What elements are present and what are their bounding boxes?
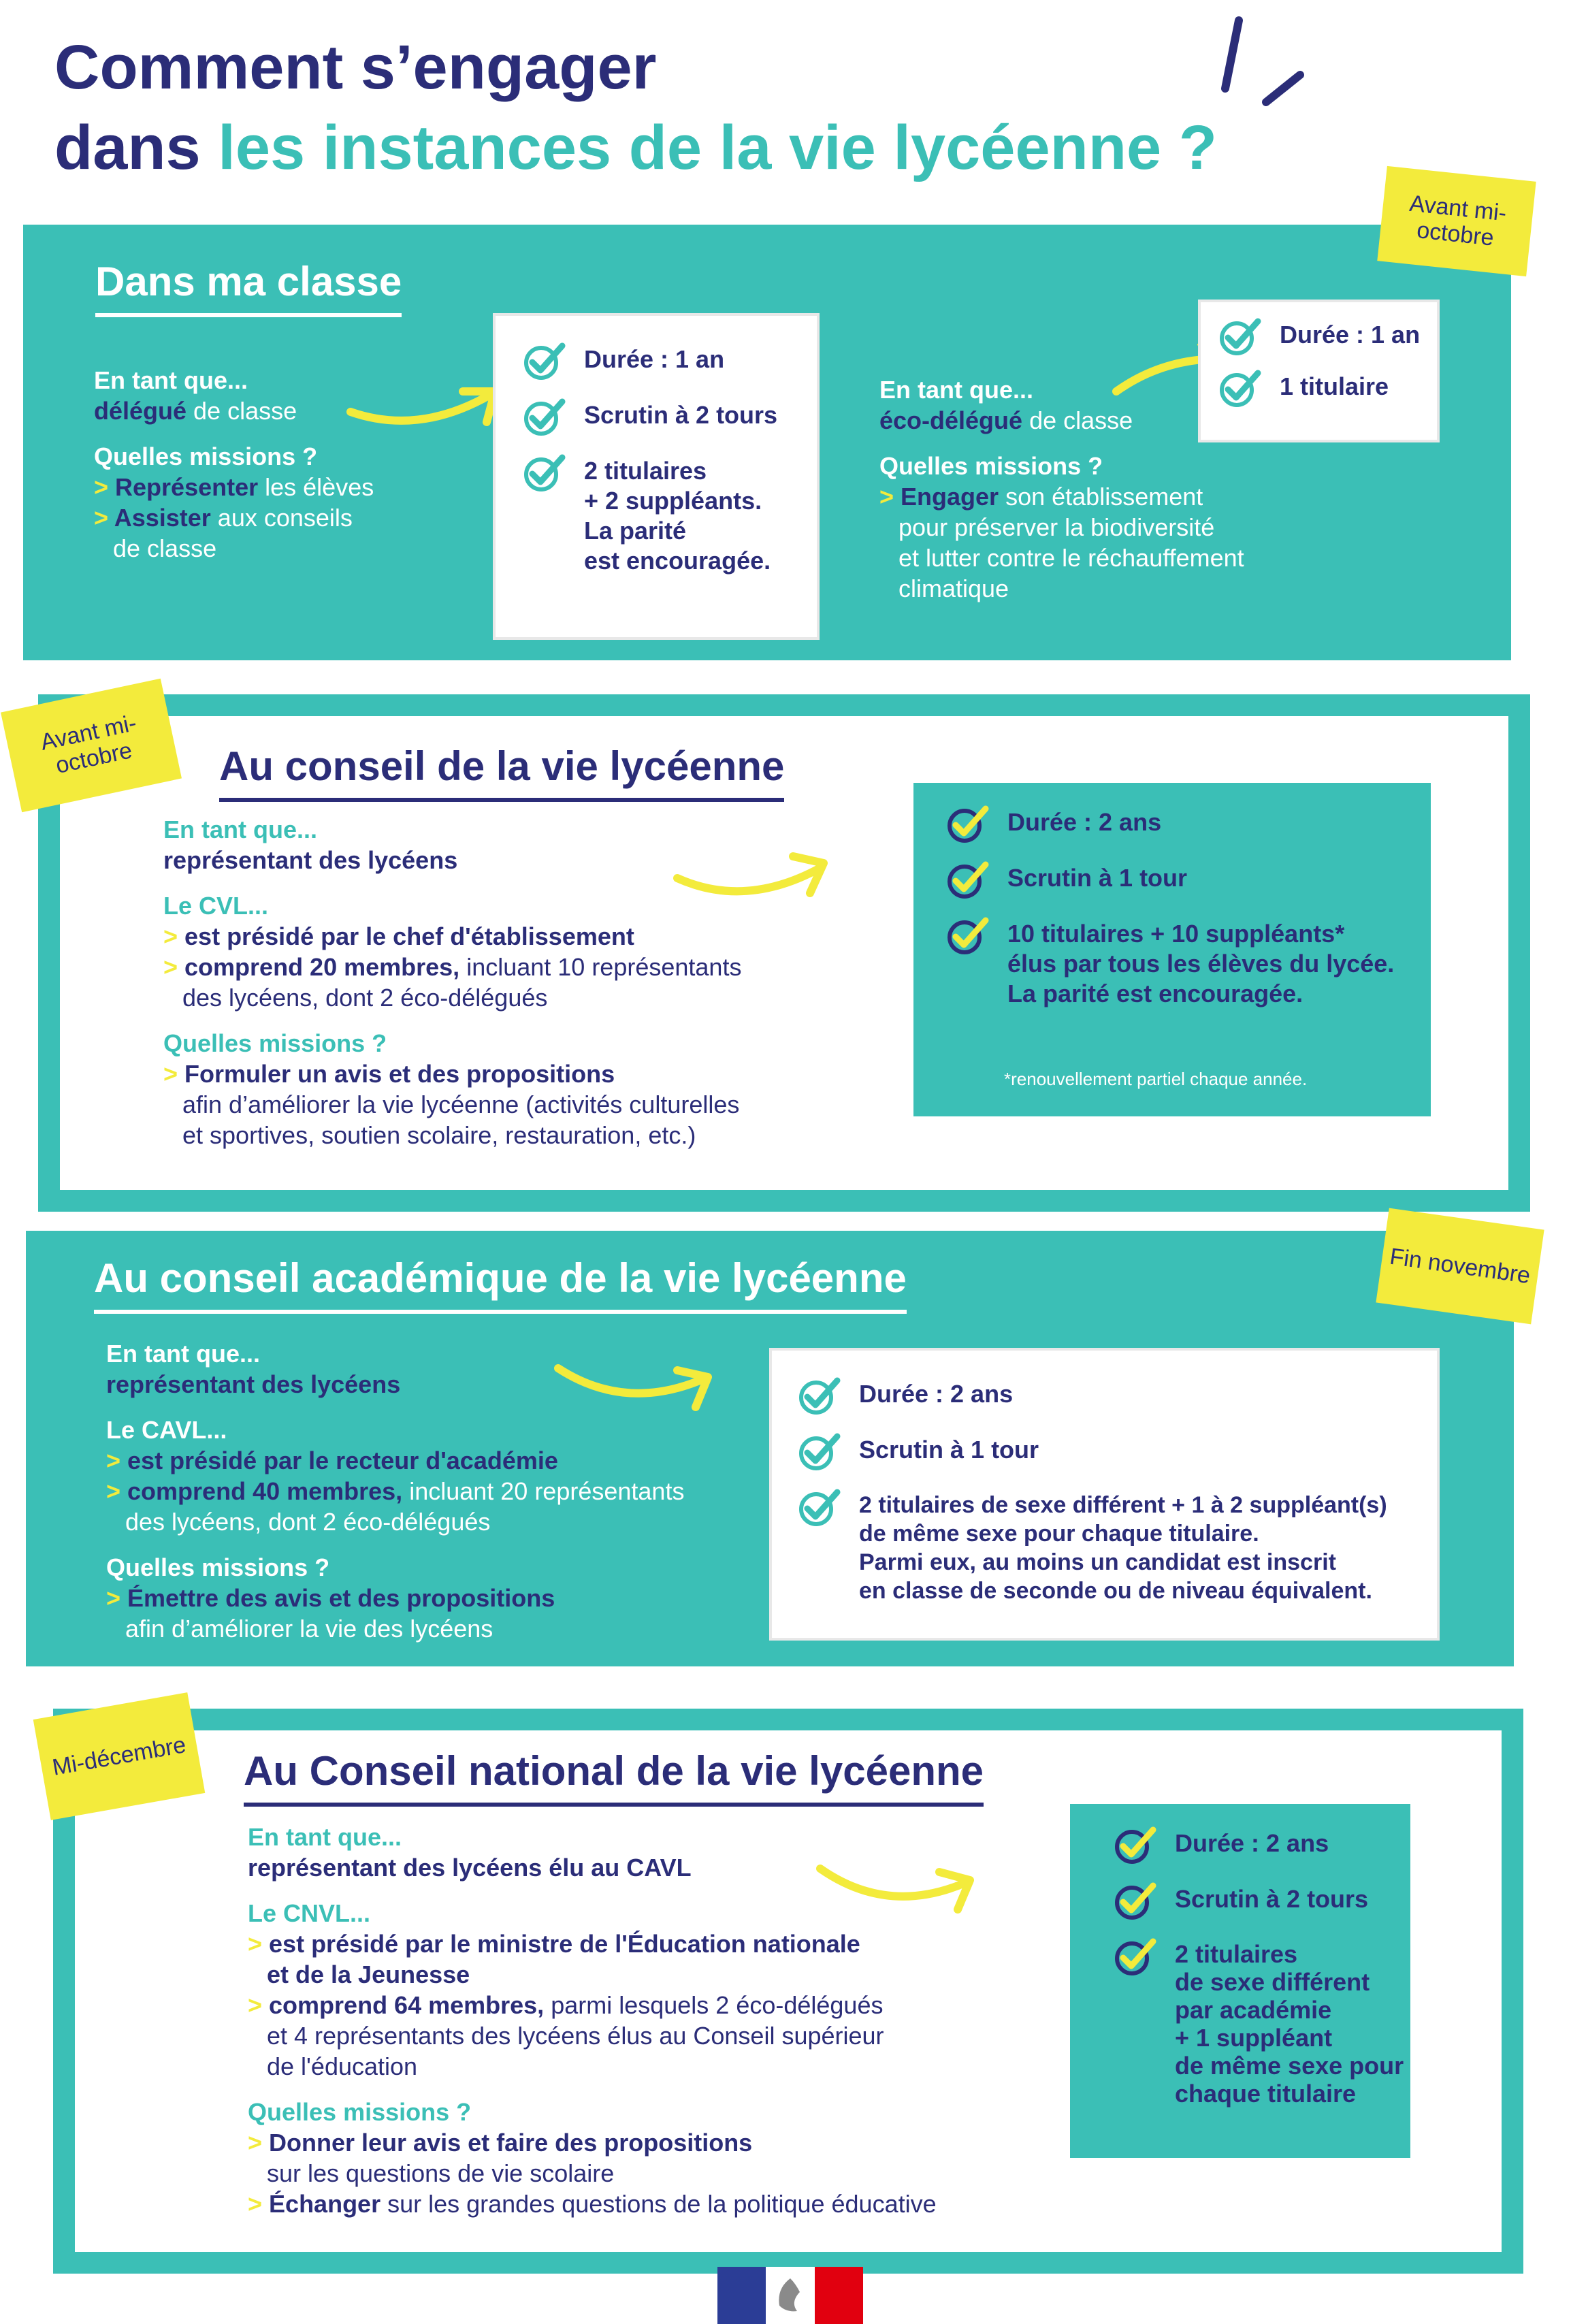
s3-m1-bold: Émettre des avis et des propositions (127, 1584, 555, 1612)
sticky-note-s2: Avant mi-octobre (1, 679, 182, 813)
s3-p1-text: est présidé par le recteur d'académie (127, 1447, 558, 1474)
check-item (1114, 1884, 1406, 1921)
page-title (54, 27, 1217, 188)
s3-p2-rest: incluant 20 représentants (402, 1477, 685, 1505)
check-line: Parmi eux, au moins un candidat est inscrit (859, 1549, 1336, 1575)
check-text: Scrutin à 2 tours (584, 401, 778, 429)
s4-missions-title: Quelles missions ? (248, 2098, 472, 2126)
check-text (859, 1491, 1387, 1605)
s3-m1-line: afin d’améliorer la vie des lycéens (125, 1615, 493, 1643)
s4-en-tant-que: En tant que... (248, 1823, 402, 1851)
arrow-right-icon (344, 371, 514, 446)
arrow-right-icon (813, 1852, 990, 1926)
chevron-right-icon: > (248, 1930, 270, 1958)
s1-eco-m1-line: et lutter contre le réchauffement (898, 544, 1244, 572)
s4-p1-text: est présidé par le ministre de l'Éducation nationale (269, 1930, 860, 1958)
s2-m1-line: afin d’améliorer la vie lycéenne (activités culturelles (182, 1091, 740, 1118)
check-item (1218, 372, 1436, 408)
s1-missions-title: Quelles missions ? (94, 442, 318, 470)
checkmark-icon (523, 340, 566, 381)
s1-m2-bold: Assister (114, 504, 211, 532)
check-text: Durée : 1 an (584, 345, 725, 373)
title-line-1: Comment s’engager (54, 33, 657, 102)
s2-footnote: *renouvellement partiel chaque année. (1004, 1069, 1308, 1089)
checkmark-icon (798, 1375, 841, 1416)
s4-m2-rest: sur les grandes questions de la politique éducative (380, 2190, 937, 2218)
s1-m2-rest: aux conseils (210, 504, 353, 532)
checkmark-icon (946, 915, 990, 956)
logo-blue-band (717, 2267, 766, 2324)
chevron-right-icon: > (163, 953, 185, 981)
check-line: La parité est encouragée. (1007, 980, 1303, 1007)
check-item (798, 1491, 1431, 1605)
s3-en-tant-que: En tant que... (106, 1340, 261, 1368)
decorative-strokes (1198, 14, 1321, 116)
check-text: Durée : 2 ans (859, 1380, 1014, 1408)
checkmark-icon (523, 452, 566, 493)
s4-p2-line: de l'éducation (267, 2052, 418, 2080)
check-item (946, 807, 1423, 844)
check-line: chaque titulaire (1175, 2080, 1357, 2108)
logo-white-band (766, 2267, 814, 2324)
check-item (946, 863, 1423, 900)
check-text: 1 titulaire (1280, 372, 1389, 400)
checkmark-icon (523, 396, 566, 437)
check-line: 2 titulaires de sexe différent + 1 à 2 suppléant(s) (859, 1492, 1387, 1518)
s1-eco-m1-line: pour préserver la biodiversité (898, 513, 1215, 541)
chevron-right-icon: > (106, 1447, 128, 1474)
check-line: 2 titulaires (1175, 1940, 1298, 1968)
title-line-2-a: dans (54, 113, 218, 182)
check-text (1007, 919, 1394, 1009)
s3-p2-line: des lycéens, dont 2 éco-délégués (125, 1508, 491, 1536)
s4-point-2 (248, 1990, 1031, 2020)
s1-delegue-checklist (523, 344, 815, 595)
s4-m1-bold: Donner leur avis et faire des propositions (269, 2129, 753, 2157)
check-line: en classe de seconde ou de niveau équivalent. (859, 1578, 1372, 1604)
section-3-heading: Au conseil académique de la vie lycéenne (94, 1254, 907, 1314)
check-text: Durée : 1 an (1280, 321, 1421, 349)
s3-p2-bold: comprend 40 membres, (127, 1477, 403, 1505)
s1-en-tant-que: En tant que... (94, 366, 248, 394)
check-text: Scrutin à 2 tours (1175, 1885, 1369, 1913)
s2-p2-bold: comprend 20 membres, (184, 953, 460, 981)
checkmark-icon (1218, 368, 1262, 408)
s3-point-2 (106, 1476, 773, 1506)
s4-p1-line: et de la Jeunesse (267, 1960, 470, 1988)
check-line: de même sexe pour chaque titulaire. (859, 1521, 1259, 1547)
check-line: 2 titulaires (584, 457, 707, 485)
check-item (1114, 1940, 1406, 2108)
s4-mission-1 (248, 2127, 1031, 2158)
s2-m1-bold: Formuler un avis et des propositions (184, 1060, 615, 1088)
check-line: par académie (1175, 1996, 1332, 2024)
title-line-2 (54, 108, 1217, 188)
check-text: Scrutin à 1 tour (859, 1436, 1039, 1464)
s3-org: Le CAVL... (106, 1416, 227, 1444)
title-line-2-b: les instances de la vie lycéenne ? (218, 113, 1217, 182)
chevron-right-icon: > (248, 2129, 270, 2157)
arrow-right-icon (670, 830, 847, 912)
checkmark-icon (1114, 1936, 1157, 1977)
check-line: de sexe différent (1175, 1968, 1370, 1996)
s4-point-1 (248, 1928, 1031, 1959)
s2-point-2 (163, 952, 878, 982)
s3-checklist (798, 1379, 1431, 1624)
check-line: de même sexe pour (1175, 2052, 1404, 2080)
s4-m2-bold: Échanger (269, 2190, 381, 2218)
check-item (523, 344, 815, 381)
s4-m1-line: sur les questions de vie scolaire (267, 2159, 615, 2187)
chevron-right-icon: > (248, 1991, 270, 2019)
s1-m1-bold: Représenter (115, 473, 259, 501)
s3-missions-title: Quelles missions ? (106, 1553, 330, 1581)
sticky-note-s4: Mi-décembre (33, 1692, 206, 1820)
check-item (1218, 320, 1436, 357)
s1-eco-m1-line: climatique (898, 575, 1009, 602)
s4-role: représentant des lycéens élu au CAVL (248, 1854, 692, 1882)
s1-mission-2 (94, 502, 434, 533)
s1-eco-mission-1 (879, 481, 1356, 512)
s2-org: Le CVL... (163, 892, 269, 920)
checkmark-icon (798, 1487, 841, 1528)
s1-role-bold: délégué (94, 397, 187, 425)
s2-checklist (946, 807, 1423, 1028)
sticky-note-s1: Avant mi-octobre (1377, 166, 1536, 276)
check-line: 10 titulaires + 10 suppléants* (1007, 920, 1345, 948)
s1-eco-role-rest: de classe (1022, 406, 1133, 434)
checkmark-icon (1114, 1880, 1157, 1921)
chevron-right-icon: > (106, 1477, 128, 1505)
check-text: Durée : 2 ans (1175, 1829, 1329, 1857)
check-item (523, 400, 815, 437)
section-4-heading: Au Conseil national de la vie lycéenne (244, 1747, 984, 1807)
check-item (798, 1435, 1431, 1472)
chevron-right-icon: > (163, 922, 185, 950)
s4-p2-bold: comprend 64 membres, (269, 1991, 545, 2019)
s1-eco-role-bold: éco-délégué (879, 406, 1023, 434)
check-text (1175, 1940, 1404, 2108)
check-line: + 1 suppléant (1175, 2024, 1333, 2052)
check-item (1114, 1828, 1406, 1865)
s2-p2-rest: incluant 10 représentants (459, 953, 742, 981)
s4-p2-line: et 4 représentants des lycéens élus au Conseil supérieur (267, 2022, 884, 2050)
s2-role: représentant des lycéens (163, 846, 458, 874)
s1-eco-checklist (1218, 320, 1436, 427)
check-item (798, 1379, 1431, 1416)
s4-checklist (1114, 1828, 1406, 2127)
s1-m1-rest: les élèves (258, 473, 374, 501)
s2-point-1 (163, 921, 878, 952)
section-1-heading: Dans ma classe (95, 257, 402, 317)
arrow-right-icon (551, 1351, 728, 1426)
logo-red-band (815, 2267, 863, 2324)
check-line: élus par tous les élèves du lycée. (1007, 950, 1395, 978)
checkmark-icon (946, 803, 990, 844)
s4-org: Le CNVL... (248, 1899, 371, 1927)
chevron-right-icon: > (248, 2190, 270, 2218)
s1-role-rest: de classe (187, 397, 297, 425)
chevron-right-icon: > (106, 1584, 128, 1612)
chevron-right-icon: > (879, 483, 901, 511)
check-text (584, 456, 771, 576)
s2-mission-1 (163, 1059, 878, 1089)
chevron-right-icon: > (163, 1060, 185, 1088)
checkmark-icon (798, 1431, 841, 1472)
check-line: est encouragée. (584, 547, 771, 575)
check-item (523, 456, 815, 576)
check-text: Durée : 2 ans (1007, 808, 1162, 836)
s1-eco-m1-rest: son établissement (999, 483, 1203, 511)
s1-mission-1 (94, 472, 434, 502)
chevron-right-icon: > (94, 504, 114, 532)
checkmark-icon (1218, 316, 1262, 357)
sticky-note-s3: Fin novembre (1376, 1208, 1544, 1325)
section-2-heading: Au conseil de la vie lycéenne (219, 742, 784, 802)
s2-missions-title: Quelles missions ? (163, 1029, 387, 1057)
checkmark-icon (946, 859, 990, 900)
s1-eco-missions-title: Quelles missions ? (879, 452, 1103, 480)
checkmark-icon (1114, 1824, 1157, 1865)
marianne-icon (770, 2272, 811, 2319)
check-item (946, 919, 1423, 1009)
chevron-right-icon: > (94, 473, 116, 501)
s3-mission-1 (106, 1583, 773, 1613)
s4-p2-rest: parmi lesquels 2 éco-délégués (544, 1991, 884, 2019)
republique-francaise-logo (717, 2267, 863, 2324)
s2-p1-text: est présidé par le chef d'établissement (184, 922, 634, 950)
s2-en-tant-que: En tant que... (163, 816, 318, 843)
s1-mission-2-cont: de classe (113, 534, 217, 562)
check-text: Scrutin à 1 tour (1007, 864, 1188, 892)
s2-p2-line: des lycéens, dont 2 éco-délégués (182, 984, 548, 1012)
s3-role: représentant des lycéens (106, 1370, 401, 1398)
s2-m1-line: et sportives, soutien scolaire, restauration, etc.) (182, 1121, 696, 1149)
s1-eco-en-tant-que: En tant que... (879, 376, 1034, 404)
check-line: La parité (584, 517, 687, 545)
s4-mission-2 (248, 2189, 1031, 2219)
s3-point-1 (106, 1445, 773, 1476)
s1-eco-m1-bold: Engager (901, 483, 999, 511)
check-line: + 2 suppléants. (584, 487, 762, 515)
